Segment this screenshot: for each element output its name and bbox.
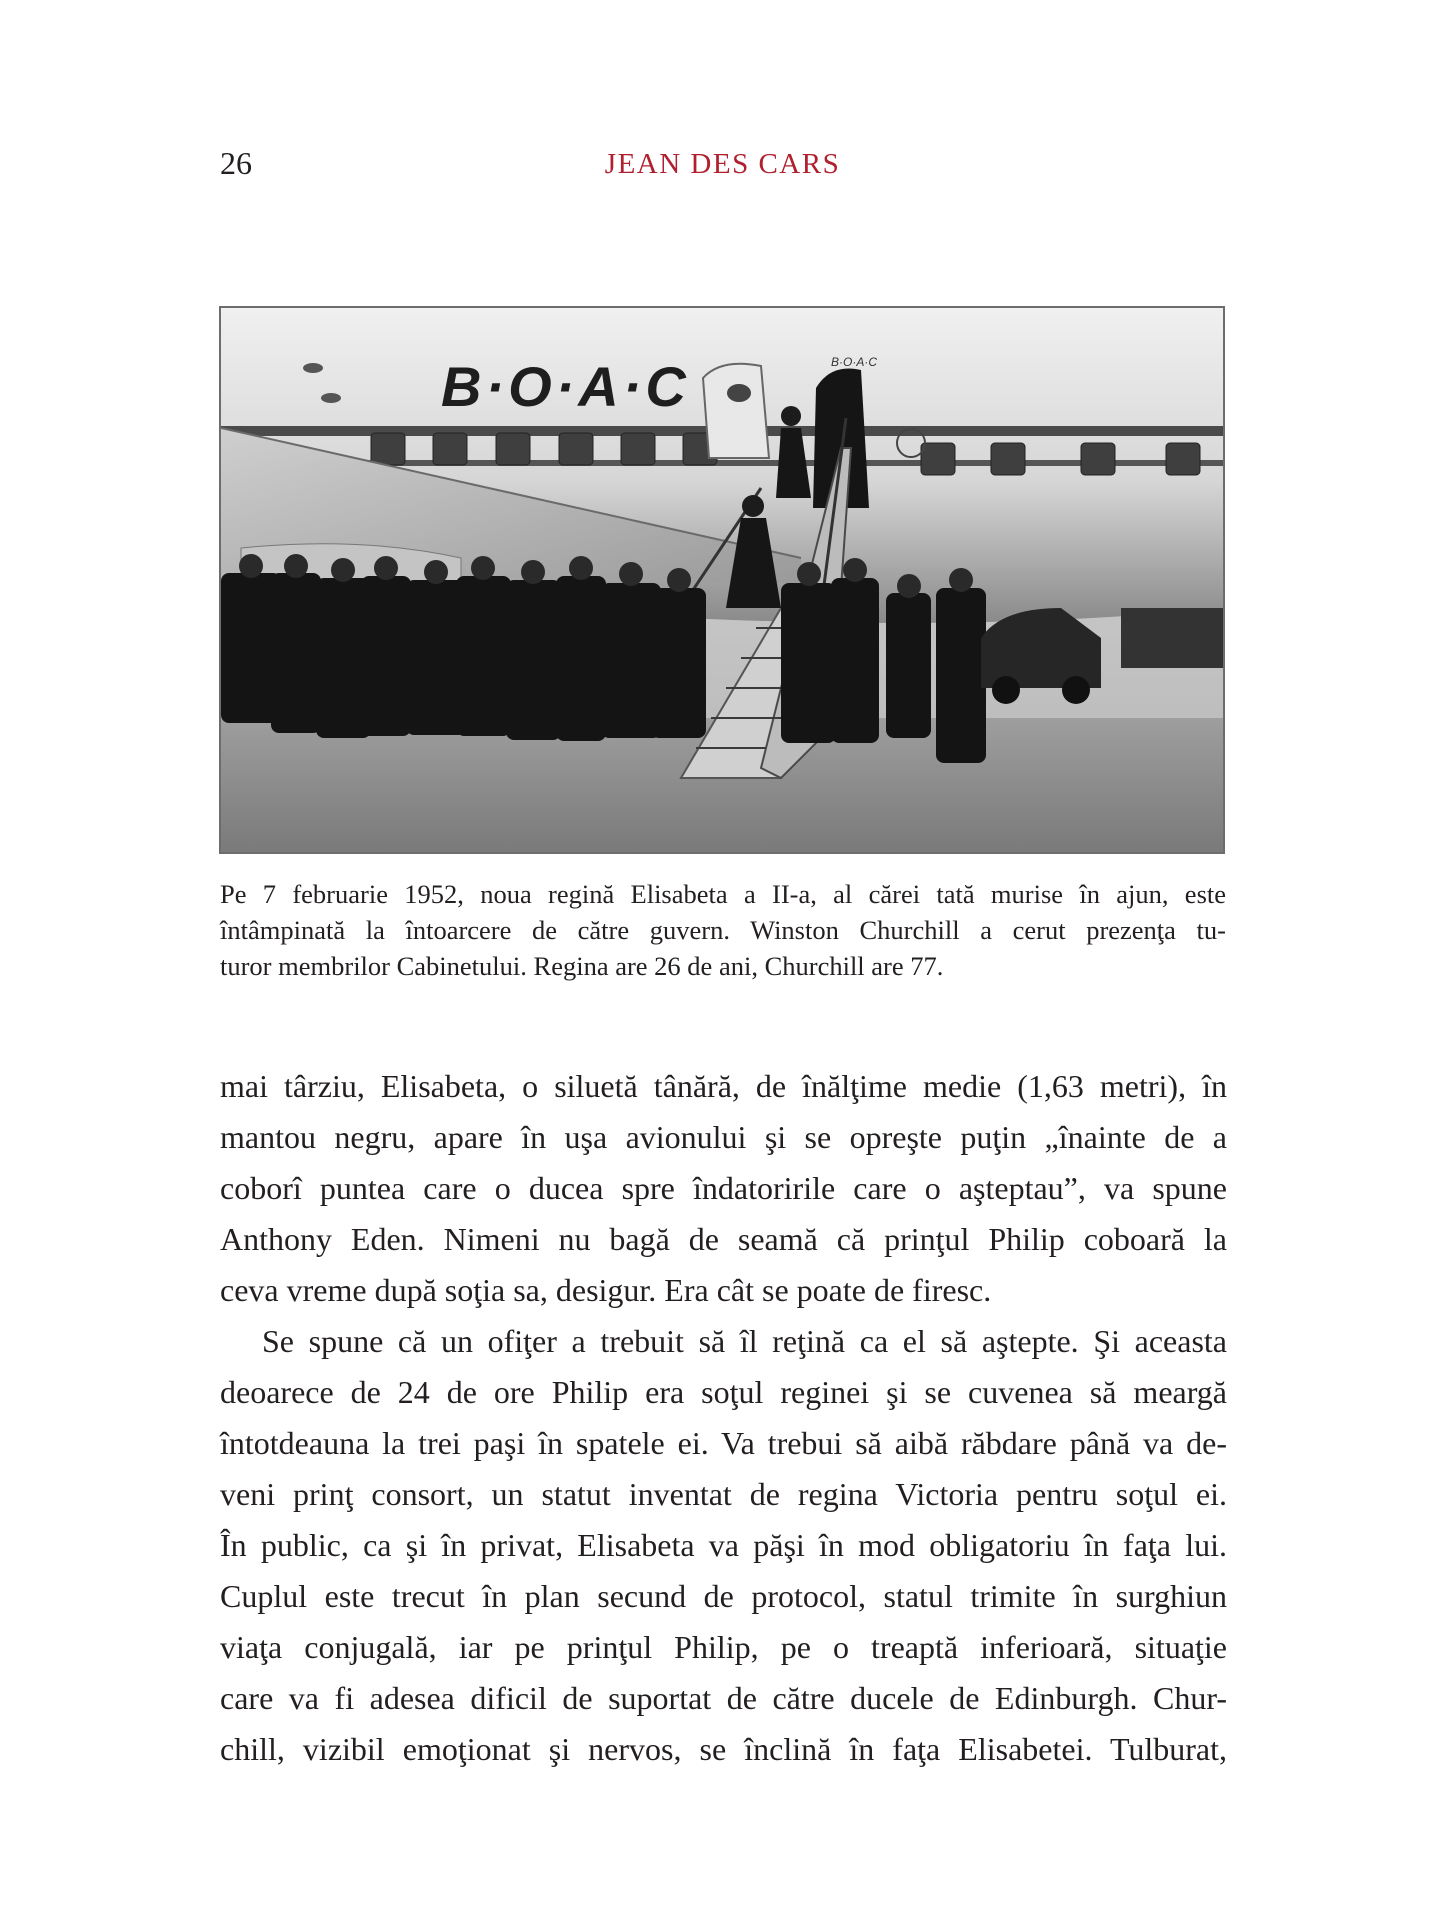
caption-line: întâmpinată la întoarcere de către guvern. Winston Churchill a cerut prezenţa tu- [220,915,1226,945]
caption-line: turor membrilor Cabinetului. Regina are 26 de ani, Churchill are 77. [220,951,944,981]
body-line: deoarece de 24 de ore Philip era soţul reginei şi se cuvenea să meargă [220,1374,1227,1410]
body-line: viaţa conjugală, iar pe prinţul Philip, pe o treaptă inferioară, situaţie [220,1629,1227,1665]
page-number: 26 [220,145,252,181]
body-line: chill, vizibil emoţionat şi nervos, se înclină în faţa Elisabetei. Tulburat, [220,1731,1227,1767]
body-line: mantou negru, apare în uşa avionului şi se opreşte puţin „înainte de a [220,1119,1227,1155]
body-line: întotdeauna la trei paşi în spatele ei. Va trebui să aibă răbdare până va de- [220,1425,1227,1461]
body-line: mai târziu, Elisabeta, o siluetă tânără, de înălţime medie (1,63 metri), în [220,1068,1227,1104]
photo-caption [220,876,1226,984]
body-line: ceva vreme după soţia sa, desigur. Era cât se poate de firesc. [220,1272,992,1308]
body-line: Se spune că un ofiţer a trebuit să îl reţină ca el să aştepte. Şi aceasta [262,1323,1227,1359]
body-line: veni prinţ consort, un statut inventat de regina Victoria pentru soţul ei. [220,1476,1227,1512]
body-line: care va fi adesea dificil de suportat de către ducele de Edinburgh. Chur- [220,1680,1227,1716]
photograph [219,306,1225,854]
caption-line: Pe 7 februarie 1952, noua regină Elisabeta a II-a, al cărei tată murise în ajun, este [220,879,1226,909]
fuselage-lettering: B·O·A·C [441,355,690,418]
body-line: În public, ca şi în privat, Elisabeta va păşi în mod obligatoriu în faţa lui. [220,1527,1227,1563]
door-lettering: B·O·A·C [831,355,877,369]
body-line: Cuplul este trecut în plan secund de protocol, statul trimite în surghiun [220,1578,1227,1614]
body-line: Anthony Eden. Nimeni nu bagă de seamă că prinţul Philip coboară la [220,1221,1227,1257]
body-text [220,1061,1227,1775]
running-title: JEAN DES CARS [604,148,841,180]
body-line: coborî puntea care o ducea spre îndatoririle care o aşteptau”, va spune [220,1170,1227,1206]
